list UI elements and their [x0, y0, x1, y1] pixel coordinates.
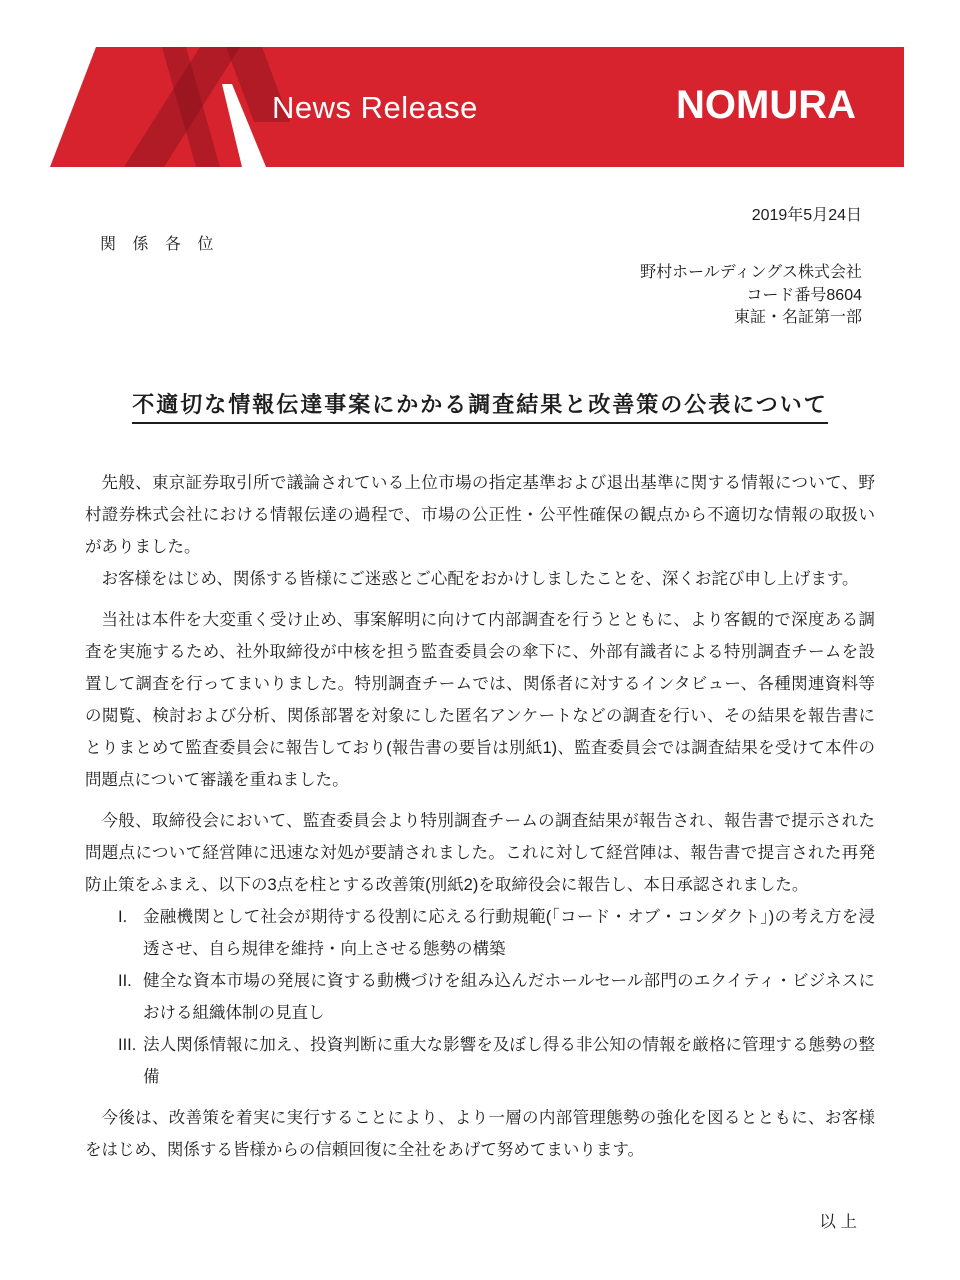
company-name: 野村ホールディングス株式会社	[640, 264, 862, 281]
list-item-text: 金融機関として社会が期待する役割に応える行動規範(「コード・オブ・コンダクト」)の考え方を浸透させ、自ら規律を維持・向上させる態勢の構築	[143, 907, 875, 958]
closing: 以 上	[819, 1212, 857, 1231]
stock-code: コード番号8604	[746, 286, 862, 304]
title-row	[0, 388, 960, 419]
document-meta	[0, 202, 960, 330]
banner	[0, 0, 960, 180]
release-date: 2019年5月24日	[751, 207, 862, 224]
list-item-text: 法人関係情報に加え、投資判断に重大な影響を及ぼし得る非公知の情報を厳格に管理する態勢の整備	[143, 1035, 875, 1086]
recipient: 関 係 各 位	[100, 236, 220, 253]
news-release-heading: News Release	[272, 90, 478, 125]
listing-info: 東証・名証第一部	[733, 309, 862, 326]
measures-list	[85, 901, 875, 1093]
company-block	[0, 262, 960, 330]
document-title: 不適切な情報伝達事案にかかる調査結果と改善策の公表について	[132, 392, 828, 424]
paragraph-3: 当社は本件を大変重く受け止め、事案解明に向けて内部調査を行うとともに、より客観的で深度ある調査を実施するため、社外取締役が中核を担う監査委員会の傘下に、外部有識者による特別調査チームを設置して調査を行ってまいりました。特別調査チームでは、関係者に対するインタビュー、各種関連資料等の閲覧、検討および分析、関係部署を対象にした匿名アンケートなどの調査を行い、その結果を報告書にとりまとめて監査委員会に報告しており(報告書の要旨は別紙1)、監査委員会では調査結果を受けて本件の問題点について審議を重ねました。	[85, 610, 875, 789]
list-marker: II.	[118, 971, 132, 990]
list-item-3	[85, 1029, 875, 1093]
paragraph-2: お客様をはじめ、関係する皆様にご迷惑とご心配をおかけしましたことを、深くお詫び申し上げます。	[101, 569, 859, 588]
list-marker: I.	[118, 907, 128, 926]
list-item-1	[85, 901, 875, 965]
paragraph-4: 今般、取締役会において、監査委員会より特別調査チームの調査結果が報告され、報告書で提示された問題点について経営陣に迅速な対処が要請されました。これに対して経営陣は、報告書で提言された再発防止策をふまえ、以下の3点を柱とする改善策(別紙2)を取締役会に報告し、本日承認されました。	[85, 811, 875, 894]
document-body	[85, 467, 875, 1238]
list-item-2	[85, 965, 875, 1029]
list-item-text: 健全な資本市場の発展に資する動機づけを組み込んだホールセール部門のエクイティ・ビジネスにおける組織体制の見直し	[143, 971, 875, 1022]
paragraph-1: 先般、東京証券取引所で議論されている上位市場の指定基準および退出基準に関する情報について、野村證券株式会社における情報伝達の過程で、市場の公正性・公平性確保の観点から不適切な情報の取扱いがありました。	[85, 473, 875, 556]
nomura-logo: NOMURA	[676, 83, 856, 127]
paragraph-5: 今後は、改善策を着実に実行することにより、より一層の内部管理態勢の強化を図るとともに、お客様をはじめ、関係する皆様からの信頼回復に全社をあげて努めてまいります。	[85, 1108, 875, 1159]
list-marker: III.	[118, 1035, 137, 1054]
